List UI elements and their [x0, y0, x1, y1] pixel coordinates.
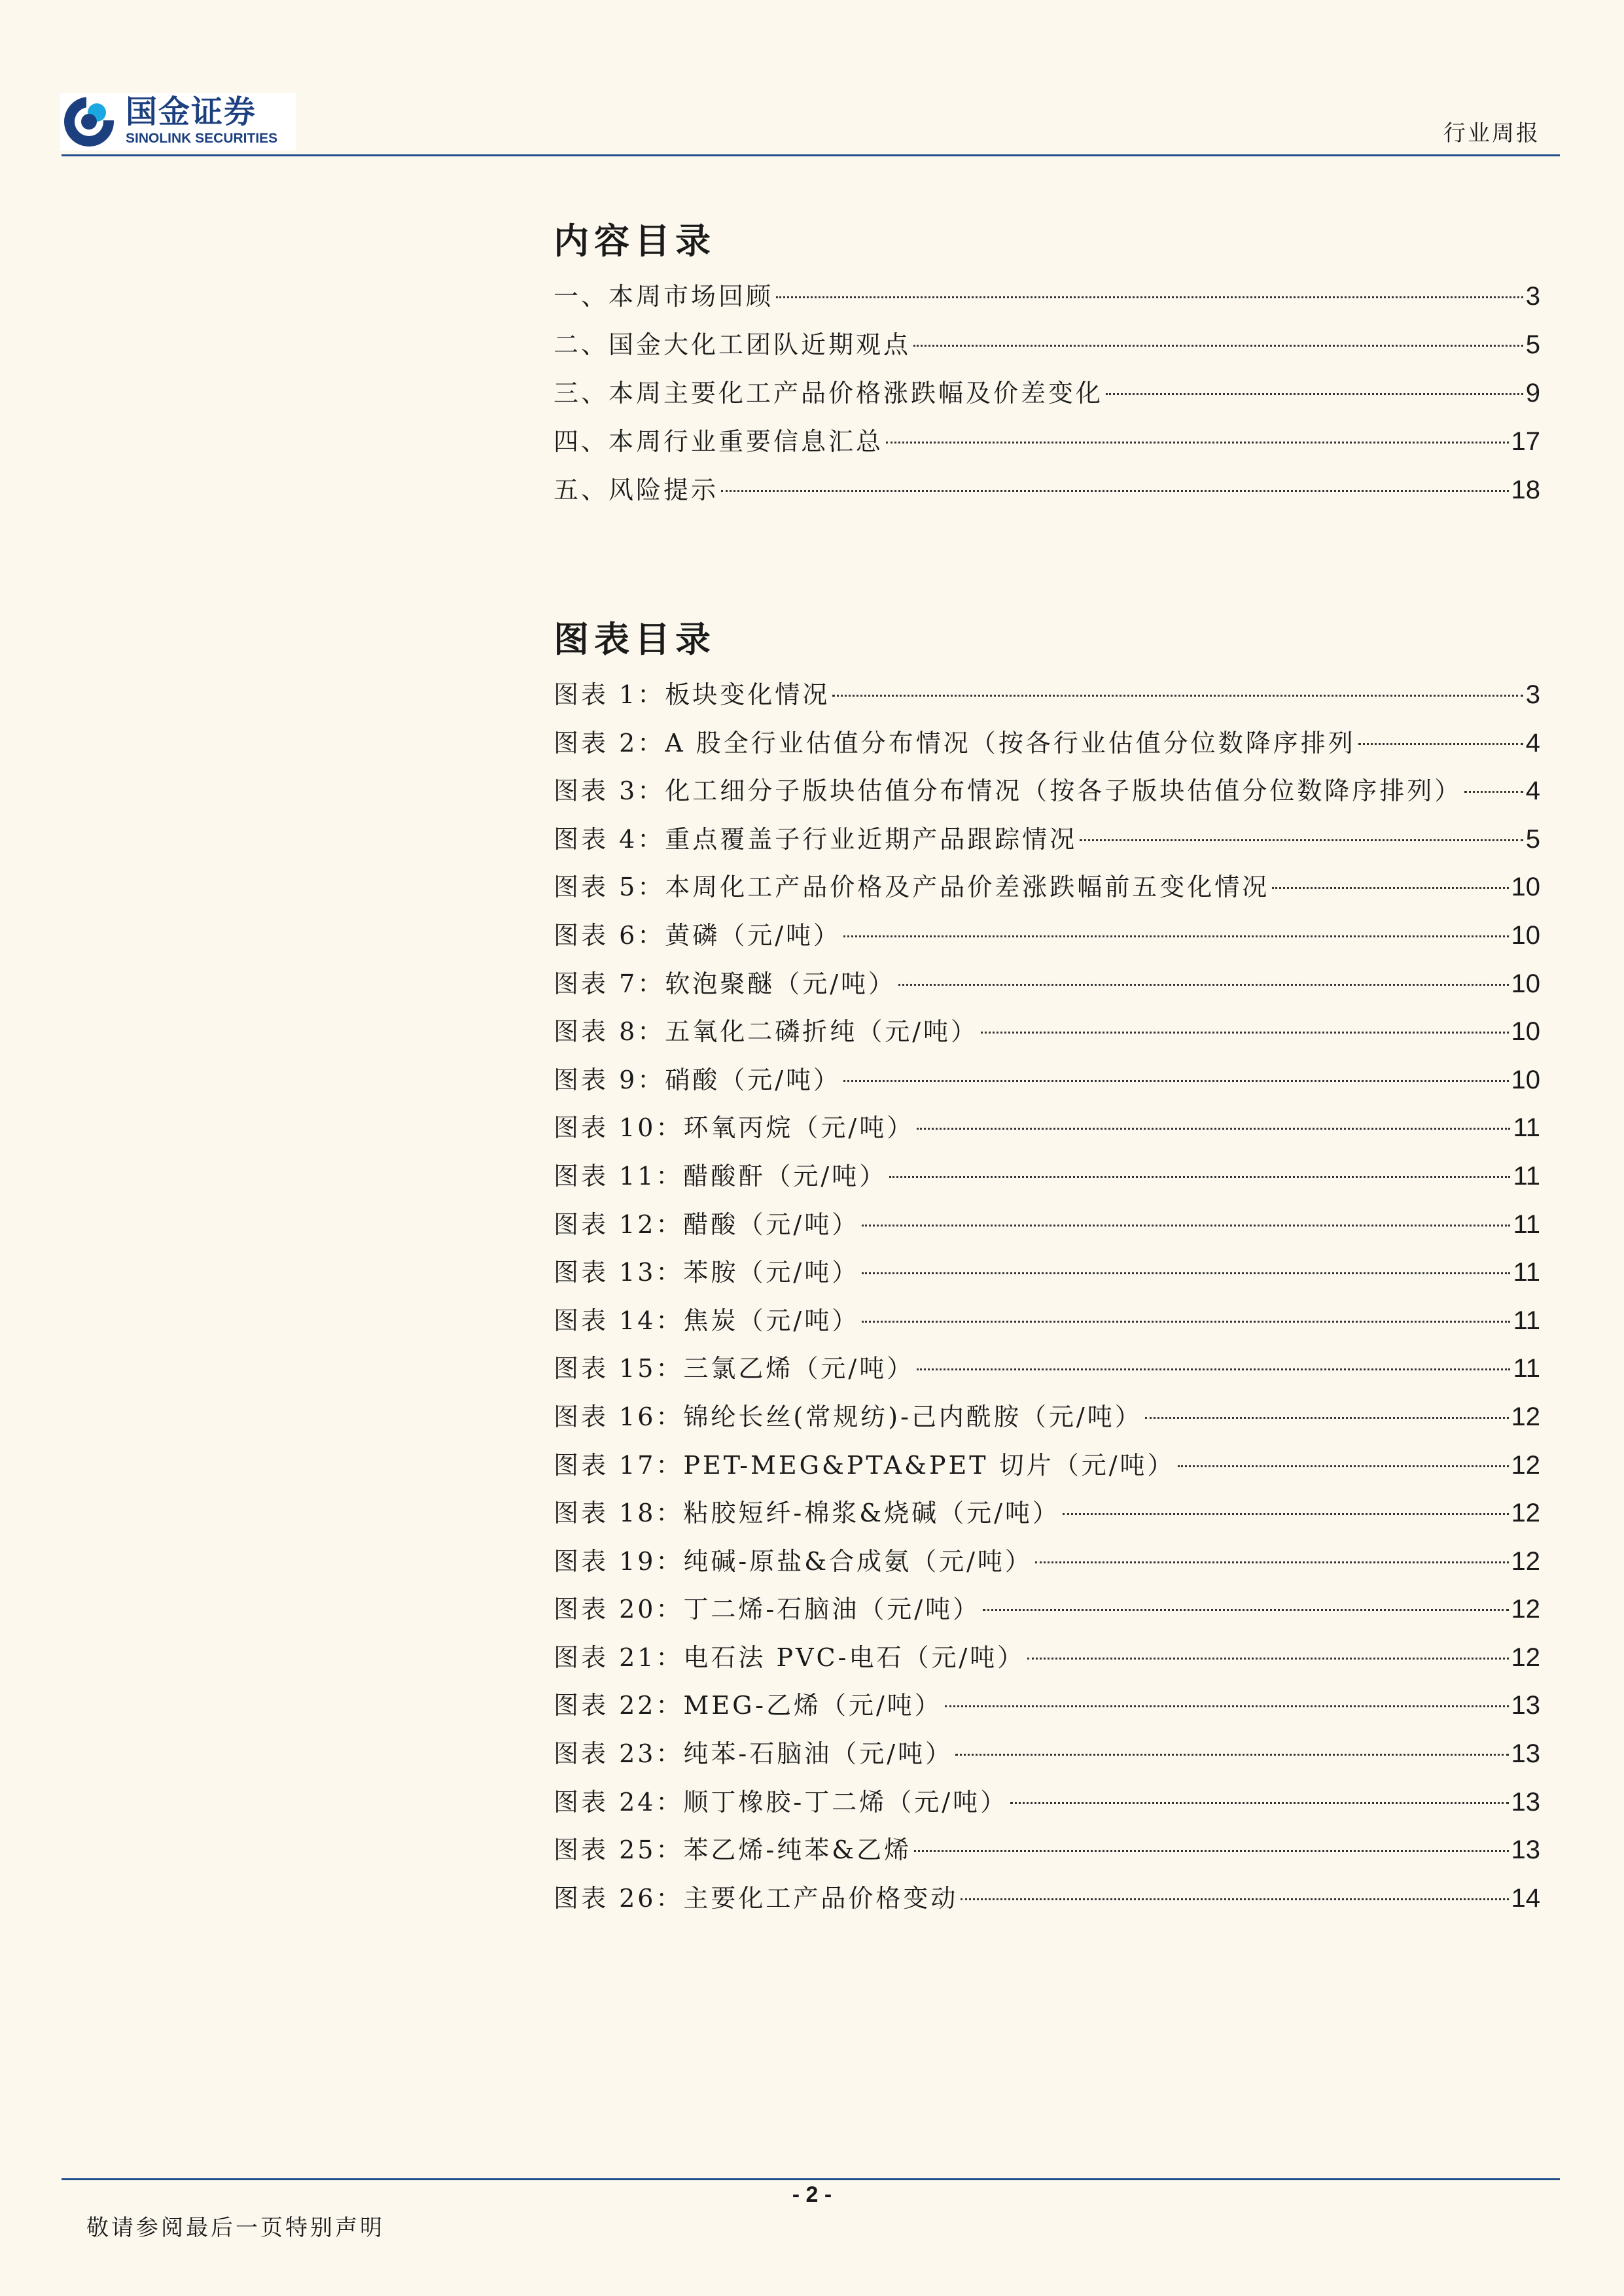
figure-entry[interactable]	[554, 767, 1540, 816]
dot-leader	[843, 935, 1508, 937]
dot-leader	[917, 1128, 1510, 1130]
entry-label: 图表 24：顺丁橡胶-丁二烯（元/吨）	[554, 1787, 1008, 1817]
entry-label: 图表 6：黄磷（元/吨）	[554, 920, 841, 950]
dot-leader	[1035, 1561, 1509, 1563]
entry-label: 图表 18：粘胶短纤-棉浆&烧碱（元/吨）	[554, 1499, 1060, 1528]
dot-leader	[862, 1272, 1510, 1274]
entry-page-number: 11	[1513, 1306, 1540, 1335]
entry-page-number: 5	[1525, 824, 1540, 854]
entry-label: 图表 25：苯乙烯-纯苯&乙烯	[554, 1835, 912, 1865]
figure-entry[interactable]	[554, 1634, 1540, 1682]
company-logo	[60, 93, 296, 150]
dot-leader	[862, 1321, 1510, 1323]
dot-leader	[1010, 1802, 1508, 1804]
figure-entry[interactable]	[554, 863, 1540, 912]
entry-page-number: 11	[1513, 1113, 1540, 1143]
logo-chinese-name: 国金证券	[126, 94, 257, 130]
entry-label: 图表 22：MEG-乙烯（元/吨）	[554, 1691, 942, 1720]
figure-entry[interactable]	[554, 1489, 1540, 1538]
entry-label: 四、本周行业重要信息汇总	[554, 427, 884, 456]
figure-entry[interactable]	[554, 1682, 1540, 1730]
dot-leader	[1272, 887, 1508, 889]
dot-leader	[955, 1754, 1508, 1756]
report-type: 行业周报	[1443, 120, 1540, 147]
dot-leader	[945, 1705, 1509, 1707]
figure-entry[interactable]	[554, 1586, 1540, 1634]
entry-label: 五、风险提示	[554, 476, 719, 504]
dot-leader	[961, 1898, 1508, 1900]
contents-title: 内容目录	[554, 220, 716, 262]
toc-entry[interactable]	[554, 466, 1540, 514]
figure-entry[interactable]	[554, 1297, 1540, 1346]
entry-page-number: 10	[1511, 1017, 1540, 1047]
dot-leader	[914, 1850, 1508, 1852]
header-divider	[62, 154, 1560, 156]
dot-leader	[1464, 791, 1523, 793]
entry-page-number: 11	[1513, 1209, 1540, 1239]
entry-label: 图表 26：主要化工产品价格变动	[554, 1883, 959, 1913]
figure-entry[interactable]	[554, 1104, 1540, 1153]
logo-english-name: SINOLINK SECURITIES	[126, 131, 278, 146]
entry-page-number: 13	[1511, 1739, 1540, 1769]
toc-entry[interactable]	[554, 369, 1540, 417]
entry-page-number: 11	[1513, 1258, 1540, 1287]
page-number: - 2 -	[792, 2182, 832, 2207]
figure-entry[interactable]	[554, 1056, 1540, 1105]
dot-leader	[832, 695, 1523, 697]
figure-entry[interactable]	[554, 1875, 1540, 1923]
figure-entry[interactable]	[554, 1538, 1540, 1586]
entry-page-number: 9	[1525, 379, 1540, 408]
figure-entry[interactable]	[554, 720, 1540, 768]
footer-divider	[62, 2178, 1560, 2180]
entry-page-number: 10	[1511, 969, 1540, 998]
dot-leader	[886, 442, 1508, 444]
figures-title: 图表目录	[554, 618, 716, 660]
entry-label: 图表 21：电石法 PVC-电石（元/吨）	[554, 1643, 1025, 1672]
dot-leader	[913, 345, 1523, 347]
entry-page-number: 4	[1525, 776, 1540, 806]
entry-label: 图表 2：A 股全行业估值分布情况（按各行业估值分位数降序排列	[554, 728, 1356, 757]
entry-label: 图表 12：醋酸（元/吨）	[554, 1209, 860, 1239]
dot-leader	[862, 1225, 1510, 1226]
entry-label: 图表 17：PET-MEG&PTA&PET 切片（元/吨）	[554, 1450, 1175, 1480]
figure-entry[interactable]	[554, 1393, 1540, 1442]
dot-leader	[1178, 1465, 1509, 1467]
entry-page-number: 13	[1511, 1787, 1540, 1817]
entry-label: 图表 19：纯碱-原盐&合成氨（元/吨）	[554, 1546, 1033, 1576]
entry-page-number: 12	[1511, 1546, 1540, 1576]
entry-label: 一、本周市场回顾	[554, 282, 774, 311]
dot-leader	[843, 1080, 1508, 1082]
entry-label: 图表 8：五氧化二磷折纯（元/吨）	[554, 1017, 979, 1047]
dot-leader	[1063, 1513, 1509, 1515]
entry-label: 图表 15：三氯乙烯（元/吨）	[554, 1354, 915, 1383]
toc-entry[interactable]	[554, 417, 1540, 466]
entry-page-number: 12	[1511, 1595, 1540, 1624]
dot-leader	[721, 490, 1508, 492]
toc-entry[interactable]	[554, 272, 1540, 321]
contents-list	[554, 272, 1540, 514]
dot-leader	[917, 1368, 1510, 1370]
figure-entry[interactable]	[554, 1153, 1540, 1201]
entry-label: 图表 7：软泡聚醚（元/吨）	[554, 969, 896, 998]
dot-leader	[1358, 743, 1523, 745]
figure-entry[interactable]	[554, 1201, 1540, 1249]
entry-page-number: 10	[1511, 1065, 1540, 1094]
entry-label: 图表 3：化工细分子版块估值分布情况（按各子版块估值分位数降序排列）	[554, 776, 1462, 806]
entry-label: 图表 20：丁二烯-石脑油（元/吨）	[554, 1595, 981, 1624]
toc-entry[interactable]	[554, 321, 1540, 369]
entry-label: 图表 23：纯苯-石脑油（元/吨）	[554, 1739, 953, 1769]
figure-entry[interactable]	[554, 1779, 1540, 1827]
entry-label: 二、国金大化工团队近期观点	[554, 330, 911, 359]
entry-page-number: 13	[1511, 1691, 1540, 1720]
dot-leader	[1145, 1417, 1509, 1419]
entry-page-number: 11	[1513, 1354, 1540, 1383]
entry-page-number: 4	[1525, 728, 1540, 757]
figure-entry[interactable]	[554, 912, 1540, 960]
entry-page-number: 18	[1511, 476, 1540, 504]
entry-label: 图表 9：硝酸（元/吨）	[554, 1065, 841, 1094]
entry-page-number: 13	[1511, 1835, 1540, 1865]
figure-entry[interactable]	[554, 1008, 1540, 1056]
figure-entry[interactable]	[554, 1345, 1540, 1393]
figure-entry[interactable]	[554, 1730, 1540, 1779]
figure-entry[interactable]	[554, 1249, 1540, 1297]
entry-label: 图表 11：醋酸酐（元/吨）	[554, 1161, 887, 1191]
entry-label: 图表 1：板块变化情况	[554, 680, 830, 709]
figures-list	[554, 671, 1540, 1922]
entry-page-number: 12	[1511, 1499, 1540, 1528]
entry-page-number: 14	[1511, 1883, 1540, 1913]
dot-leader	[983, 1609, 1508, 1611]
dot-leader	[1106, 393, 1523, 395]
entry-label: 图表 16：锦纶长丝(常规纺)-己内酰胺（元/吨）	[554, 1402, 1142, 1431]
entry-page-number: 17	[1511, 427, 1540, 456]
entry-page-number: 3	[1525, 282, 1540, 311]
disclaimer-note: 敬请参阅最后一页特别声明	[86, 2215, 385, 2241]
entry-page-number: 3	[1525, 680, 1540, 709]
dot-leader	[776, 296, 1523, 298]
entry-label: 图表 13：苯胺（元/吨）	[554, 1258, 860, 1287]
dot-leader	[1027, 1658, 1508, 1660]
dot-leader	[1080, 839, 1523, 841]
entry-label: 三、本周主要化工产品价格涨跌幅及价差变化	[554, 379, 1104, 408]
dot-leader	[981, 1032, 1508, 1034]
entry-label: 图表 10：环氧丙烷（元/吨）	[554, 1113, 915, 1143]
entry-label: 图表 4：重点覆盖子行业近期产品跟踪情况	[554, 824, 1078, 854]
entry-label: 图表 5：本周化工产品价格及产品价差涨跌幅前五变化情况	[554, 873, 1270, 902]
entry-page-number: 12	[1511, 1402, 1540, 1431]
entry-page-number: 10	[1511, 920, 1540, 950]
dot-leader	[889, 1176, 1510, 1178]
figure-entry[interactable]	[554, 1442, 1540, 1490]
entry-page-number: 10	[1511, 873, 1540, 902]
figure-entry[interactable]	[554, 671, 1540, 720]
figure-entry[interactable]	[554, 960, 1540, 1009]
entry-page-number: 5	[1525, 330, 1540, 359]
entry-page-number: 12	[1511, 1450, 1540, 1480]
figure-entry[interactable]	[554, 1826, 1540, 1875]
entry-page-number: 11	[1513, 1161, 1540, 1191]
sinolink-logo-icon	[63, 96, 115, 148]
entry-label: 图表 14：焦炭（元/吨）	[554, 1306, 860, 1335]
figure-entry[interactable]	[554, 816, 1540, 864]
dot-leader	[898, 984, 1508, 986]
entry-page-number: 12	[1511, 1643, 1540, 1672]
